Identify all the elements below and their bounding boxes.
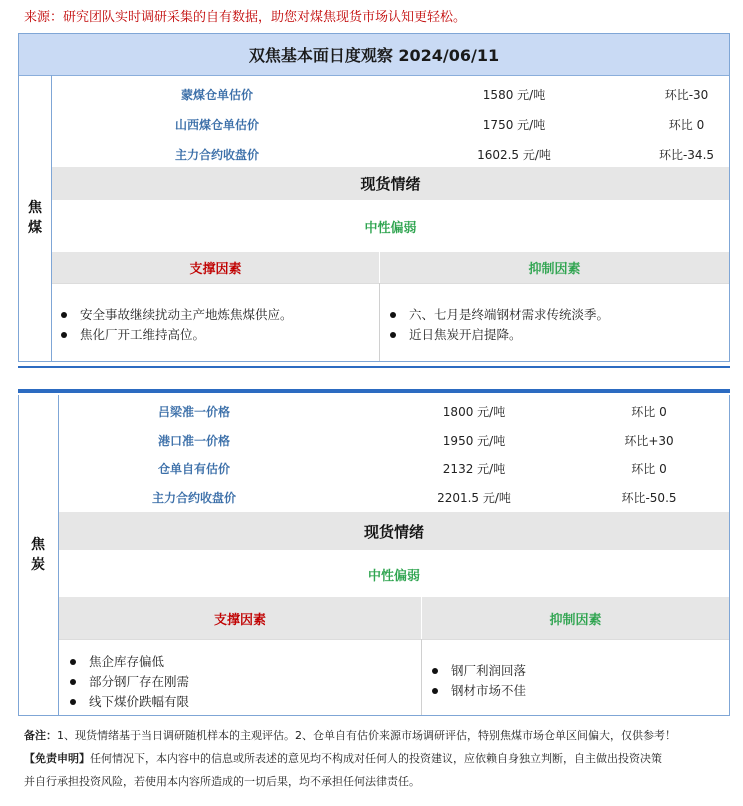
list-item: 部分钢厂存在刚需 [63, 672, 189, 692]
price-change: 环比-50.5 [621, 491, 677, 505]
list-item: 焦企库存偏低 [63, 652, 189, 672]
list-item: 焦化厂开工维持高位。 [54, 325, 293, 345]
list-item: 钢厂利润回落 [425, 661, 526, 681]
spot-sentiment-heading: 现货情绪 [59, 512, 729, 550]
section-separator [18, 366, 730, 368]
coke-side-label: 焦 炭 [31, 537, 45, 573]
support-factors-list [63, 652, 189, 712]
price-value: 2201.5 元/吨 [437, 491, 511, 505]
sentiment-value: 中性偏弱 [367, 568, 420, 584]
price-label: 主力合约收盘价 [174, 148, 259, 162]
price-change: 环比 0 [631, 462, 667, 476]
price-value: 1800 元/吨 [442, 405, 506, 419]
spot-sentiment-heading: 现货情绪 [52, 167, 729, 200]
price-label: 主力合约收盘价 [151, 491, 236, 505]
price-change: 环比+30 [624, 434, 674, 448]
sentiment-value: 中性偏弱 [364, 220, 417, 236]
list-item: 六、七月是终端钢材需求传统淡季。 [383, 305, 609, 325]
section-separator [18, 389, 730, 393]
suppress-factors-heading: 抑制因素 [380, 252, 729, 283]
price-value: 1580 元/吨 [482, 88, 546, 102]
coking-coal-panel [18, 33, 730, 362]
support-factors-heading: 支撑因素 [52, 252, 379, 283]
disclaimer-line: 【免责申明】任何情况下，本内容中的信息或所表述的意见均不构成对任何人的投资建议，应依赖自身独立判断，自主做出投资决策 [24, 752, 662, 765]
disclaimer-line-2: 并自行承担投资风险，若使用本内容所造成的一切后果，均不承担任何法律责任。 [24, 775, 420, 788]
support-factors-heading: 支撑因素 [59, 597, 421, 639]
suppress-factors-list [425, 661, 526, 701]
price-change: 环比 0 [631, 405, 667, 419]
price-label: 仓单自有估价 [157, 462, 230, 476]
price-value: 2132 元/吨 [442, 462, 506, 476]
support-factors-list [54, 305, 293, 345]
remark-line: 备注：1、现货情绪基于当日调研随机样本的主观评估。2、仓单自有估价来源市场调研评估，特别焦煤市场仓单区间偏大，仅供参考！ [24, 729, 676, 742]
price-change: 环比 0 [668, 118, 705, 132]
price-label: 港口准一价格 [157, 434, 230, 448]
coke-panel [18, 395, 730, 716]
price-label: 蒙煤仓单估价 [180, 88, 253, 102]
price-change: 环比-34.5 [658, 148, 715, 162]
list-item: 近日焦炭开启提降。 [383, 325, 609, 345]
list-item: 安全事故继续扰动主产地炼焦煤供应。 [54, 305, 293, 325]
price-label: 吕梁准一价格 [157, 405, 230, 419]
suppress-factors-heading: 抑制因素 [422, 597, 729, 639]
suppress-factors-list [383, 305, 609, 345]
divider [421, 639, 422, 715]
source-note: 来源：研究团队实时调研采集的自有数据，助您对煤焦现货市场认知更轻松。 [24, 10, 467, 25]
page-title: 双焦基本面日度观察 2024/06/11 [19, 34, 729, 76]
price-label: 山西煤仓单估价 [174, 118, 259, 132]
price-value: 1602.5 元/吨 [477, 148, 551, 162]
divider [52, 283, 729, 284]
price-change: 环比-30 [664, 88, 709, 102]
list-item: 线下煤价跌幅有限 [63, 692, 189, 712]
divider [379, 283, 380, 361]
price-value: 1750 元/吨 [482, 118, 546, 132]
price-value: 1950 元/吨 [442, 434, 506, 448]
divider [59, 639, 729, 640]
coking-coal-side-label: 焦 煤 [28, 200, 42, 236]
list-item: 钢材市场不佳 [425, 681, 526, 701]
footnotes [24, 724, 730, 793]
